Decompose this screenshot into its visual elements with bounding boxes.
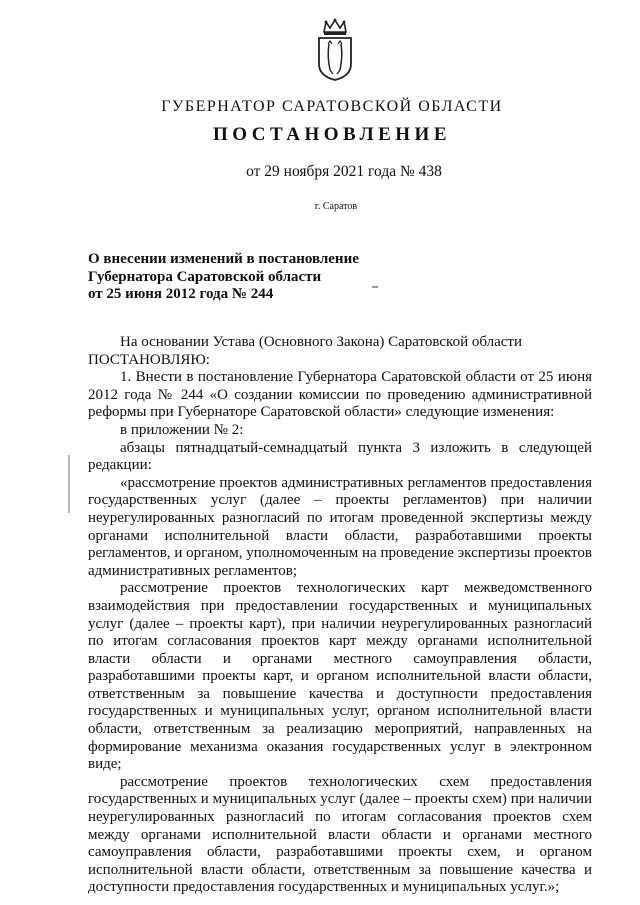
margin-mark <box>68 455 70 513</box>
body-paragraph: На основании Устава (Основного Закона) Саратовской области <box>120 334 523 350</box>
title-line: от 25 июня 2012 года № 244 <box>88 286 274 302</box>
document-title <box>88 251 408 304</box>
document-body <box>88 334 592 897</box>
governor-header: ГУБЕРНАТОР САРАТОВСКОЙ ОБЛАСТИ <box>161 98 503 115</box>
document-city: г. Саратов <box>314 201 358 212</box>
title-line: О внесении изменений в постановление <box>88 251 359 267</box>
document-type: ПОСТАНОВЛЕНИЕ <box>212 124 452 145</box>
title-line: Губернатора Саратовской области <box>88 268 322 285</box>
body-paragraph: в приложении № 2: <box>120 421 244 438</box>
document-date-number: от 29 ноября 2021 года № 438 <box>246 163 442 180</box>
body-paragraph: абзацы пятнадцатый-семнадцатый пункта 3 изложить в следующей редакции: <box>88 439 592 474</box>
body-paragraph: 1. Внести в постановление Губернатора Саратовской области от 25 июня 2012 года № 244 «О создании комиссии по проведению административной реформы при Губернаторе Саратовской области» следующие изменения: <box>88 369 592 421</box>
body-paragraph: рассмотрение проектов технологических схем предоставления государственных и муниципальных услуг (далее – проекты схем) при наличии неурегулированных разногласий по итогам согласования проектов схем между органами исполнительной власти области и органами местного самоуправления области, разработавшими проекты схем, и органом исполнительной власти области, ответственным за повышение качества и доступности предоставления государственных и муниципальных услуг.»; <box>88 773 592 896</box>
body-paragraph: рассмотрение проектов технологических карт межведомственного взаимодействия при предоставлении государственных и муниципальных услуг (далее – проекты карт), при наличии неурегулированных разногласий по итогам согласования проектов карт между органами исполнительной власти области и органами местного самоуправления области, разработавшими проекты карт, и органом исполнительной власти области, ответственным за повышение качества и доступности предоставления государственных и муниципальных услуг, органом исполнительной власти области, ответственным за реализацию мероприятий, направленных на формирование механизма оказания государственных услуг в электронном виде; <box>88 580 592 773</box>
body-paragraph: «рассмотрение проектов административных регламентов предоставления государственных услуг (далее – проекты регламентов) при наличии неурегулированных разногласий по итогам проведенной экспертизы между органами исполнительной власти области, разработавшими проекты регламентов, и органом, уполномоченным на проведение экспертизы проектов административных регламентов; <box>88 474 592 579</box>
scan-artifact <box>372 286 378 288</box>
body-paragraph: ПОСТАНОВЛЯЮ: <box>88 351 210 368</box>
coat-of-arms-icon <box>316 18 354 82</box>
